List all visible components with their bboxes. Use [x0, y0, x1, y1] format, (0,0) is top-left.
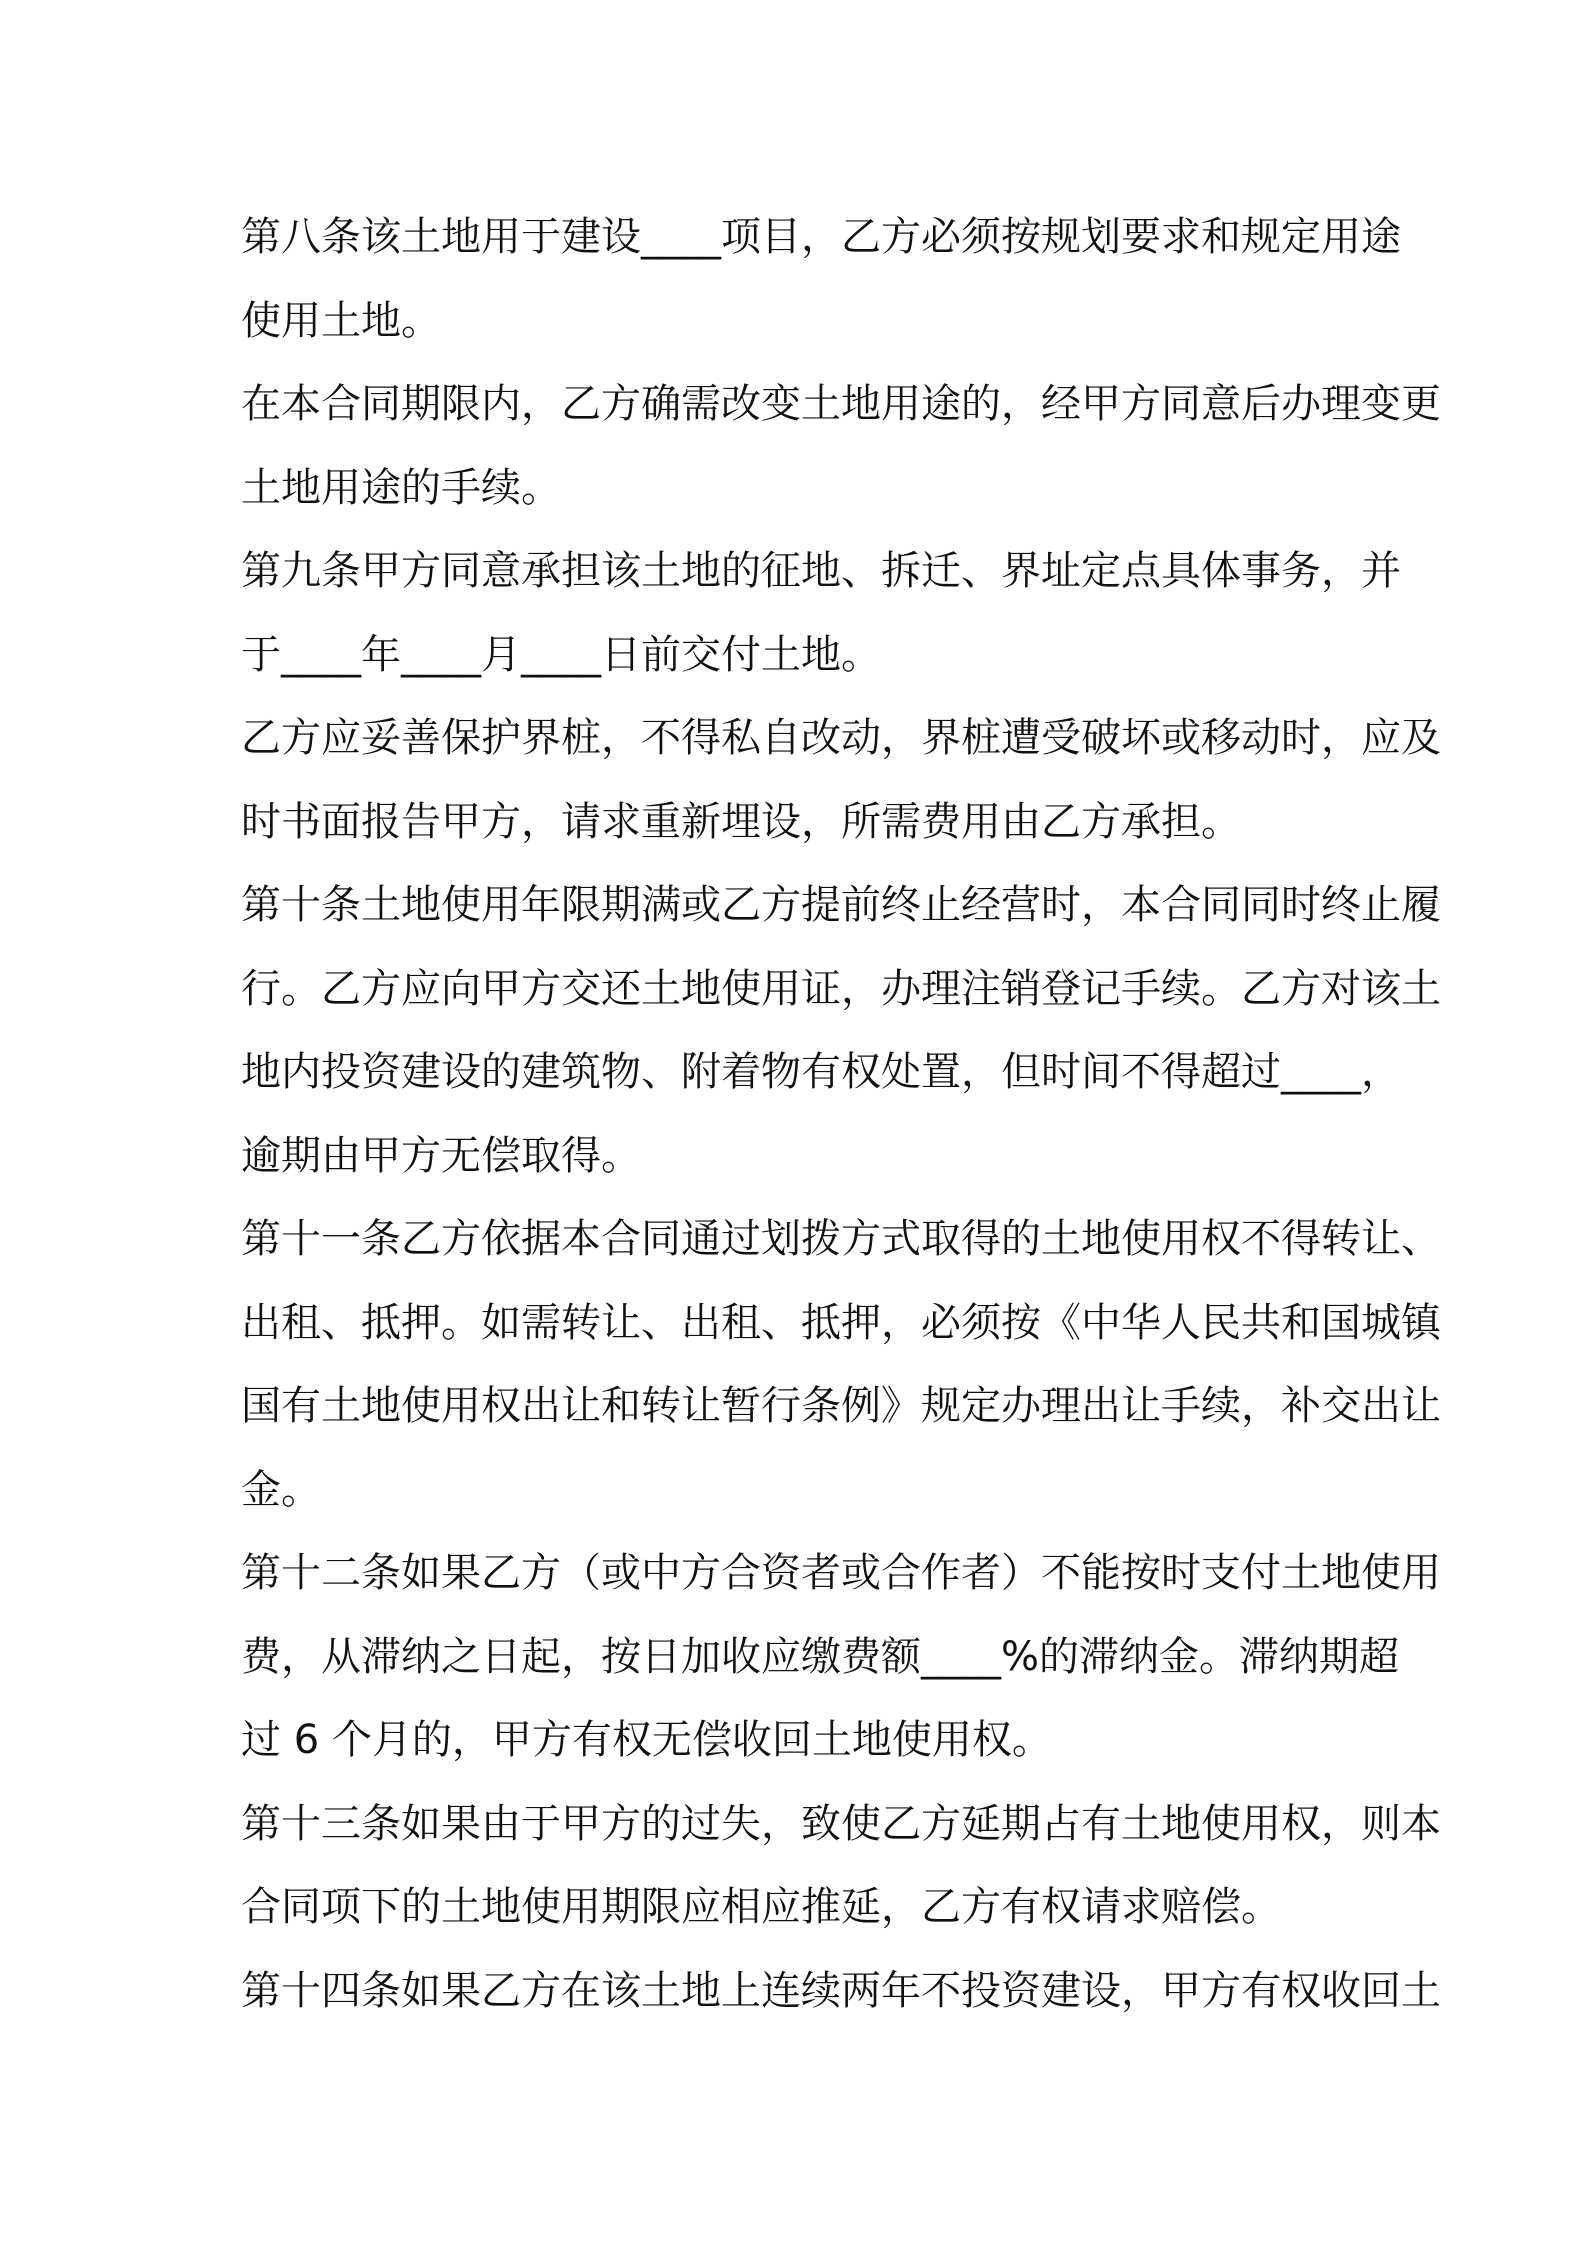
- text-line: 行。乙方应向甲方交还土地使用证，办理注销登记手续。乙方对该土: [241, 965, 1441, 1012]
- paragraph-article-12: [241, 1532, 1441, 1783]
- text-line: 出租、抵押。如需转让、出租、抵押，必须按《中华人民共和国城镇: [241, 1299, 1441, 1346]
- text-line: 时书面报告甲方，请求重新埋设，所需费用由乙方承担。: [241, 798, 1241, 845]
- text-line: 第十条土地使用年限期满或乙方提前终止经营时，本合同同时终止履: [241, 882, 1441, 928]
- text-line: 第十四条如果乙方在该土地上连续两年不投资建设，甲方有权收回土: [241, 1967, 1441, 2014]
- text-line: 第十一条乙方依据本合同通过划拨方式取得的土地使用权不得转让、: [241, 1216, 1441, 1262]
- paragraph-article-9: [241, 530, 1401, 697]
- paragraph-article-14: [241, 1950, 1441, 2034]
- text-line: 逾期由甲方无偿取得。: [241, 1132, 641, 1179]
- paragraph-article-11: [241, 1198, 1441, 1532]
- text-line: 合同项下的土地使用期限应相应推延，乙方有权请求赔偿。: [241, 1884, 1281, 1930]
- text-line: 费，从滞纳之日起，按日加收应缴费额____%的滞纳金。滞纳期超: [241, 1633, 1400, 1680]
- text-line: 使用土地。: [241, 297, 441, 344]
- text-line: 国有土地使用权出让和转让暂行条例》规定办理出让手续，补交出让: [241, 1383, 1441, 1429]
- paragraph-article-13: [241, 1783, 1441, 1950]
- document-body: [241, 196, 1441, 2033]
- text-line: 过 6 个月的，甲方有权无偿收回土地使用权。: [241, 1717, 1052, 1763]
- text-line: 第八条该土地用于建设____项目，乙方必须按规划要求和规定用途: [241, 214, 1401, 260]
- paragraph-article-10: [241, 864, 1441, 1198]
- paragraph-boundary-markers: [241, 697, 1441, 864]
- paragraph-land-use-change: [241, 363, 1441, 530]
- text-line: 第九条甲方同意承担该土地的征地、拆迁、界址定点具体事务，并: [241, 548, 1401, 594]
- text-line: 于____年____月____日前交付土地。: [241, 631, 881, 678]
- text-line: 金。: [241, 1466, 321, 1513]
- text-line: 乙方应妥善保护界桩，不得私自改动，界桩遭受破坏或移动时，应及: [241, 715, 1441, 761]
- text-line: 土地用途的手续。: [241, 464, 561, 511]
- text-line: 地内投资建设的建筑物、附着物有权处置，但时间不得超过____，: [241, 1049, 1401, 1095]
- paragraph-article-8: [241, 196, 1401, 363]
- text-line: 第十二条如果乙方（或中方合资者或合作者）不能按时支付土地使用: [241, 1550, 1441, 1596]
- text-line: 第十三条如果由于甲方的过失，致使乙方延期占有土地使用权，则本: [241, 1800, 1441, 1847]
- text-line: 在本合同期限内，乙方确需改变土地用途的，经甲方同意后办理变更: [241, 381, 1441, 427]
